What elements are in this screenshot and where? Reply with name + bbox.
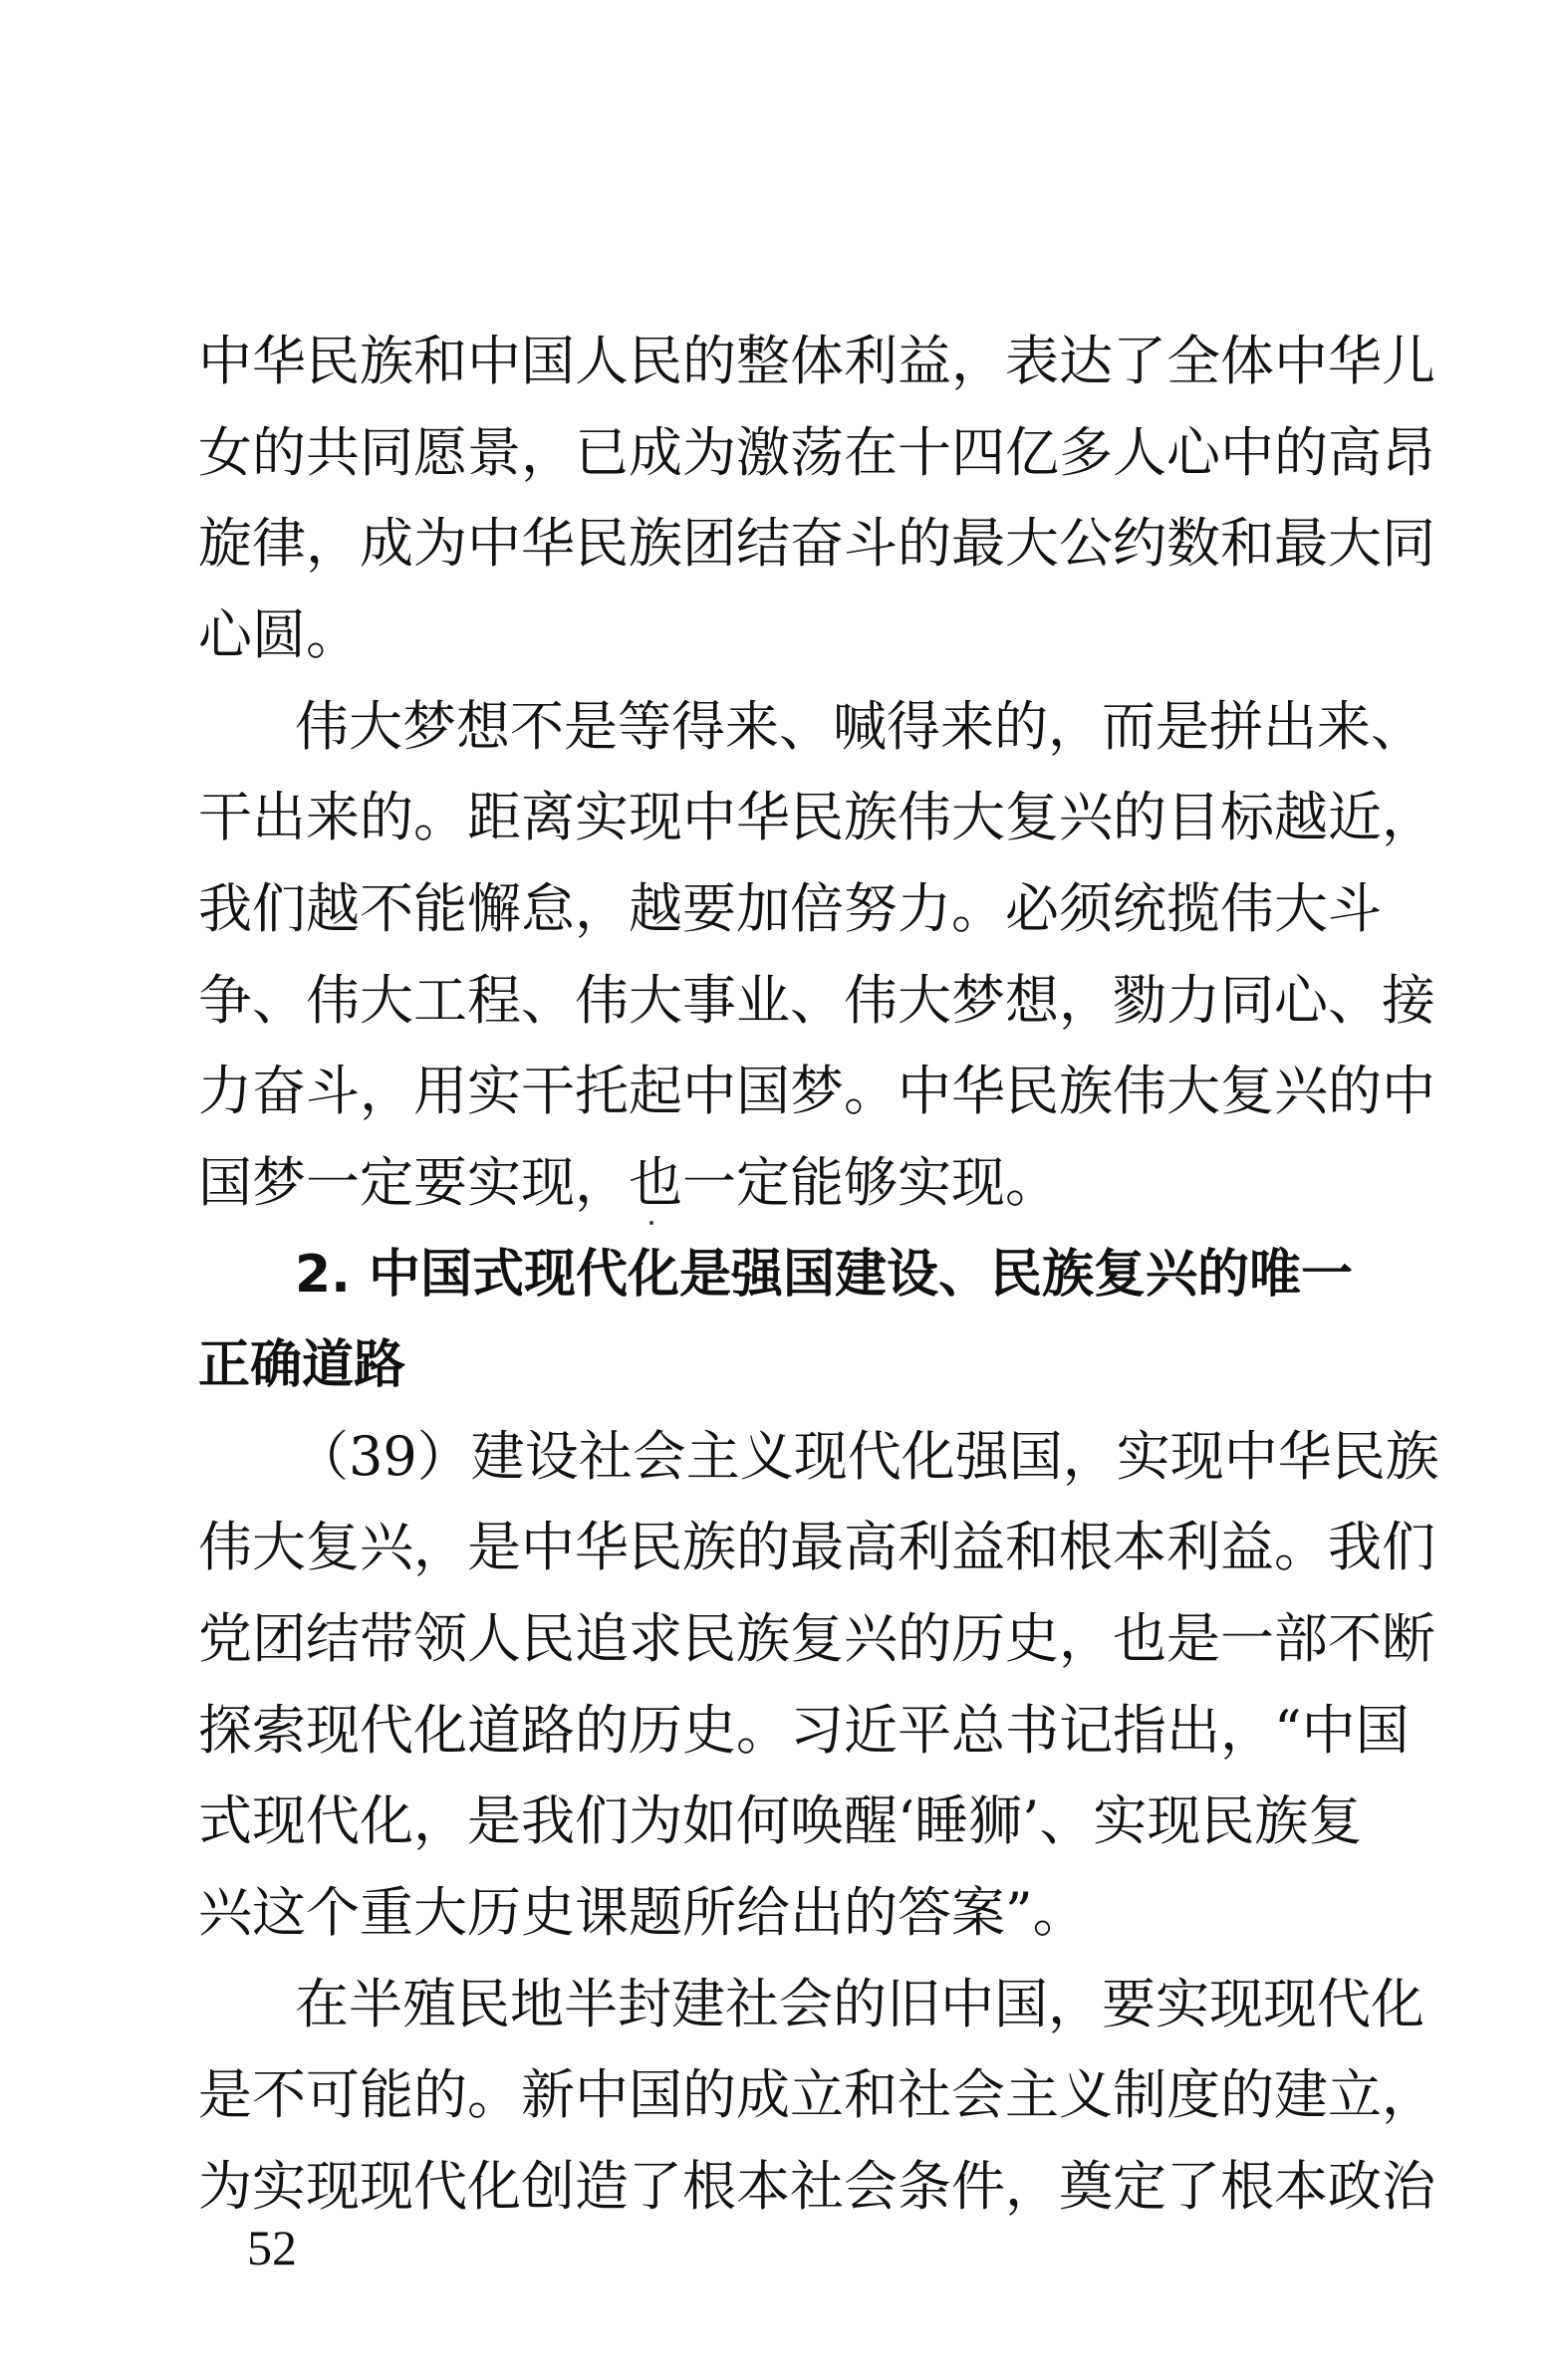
paragraph-2-line-5: 力奋斗，用实干托起中国梦。中华民族伟大复兴的中 — [198, 1060, 1435, 1122]
paragraph-3-line-4: 探索现代化道路的历史。习近平总书记指出，“中国 — [198, 1699, 1410, 1762]
paragraph-3-line-5: 式现代化，是我们为如何唤醒‘睡狮’、实现民族复 — [198, 1789, 1363, 1852]
paragraph-4-line-1: 在半殖民地半封建社会的旧中国，要实现现代化 — [295, 1973, 1424, 2035]
paragraph-2-line-6: 国梦一定要实现，也一定能够实现。 — [198, 1151, 1059, 1214]
paragraph-1-line-2: 女的共同愿景，已成为激荡在十四亿多人心中的高昂 — [198, 421, 1435, 484]
paragraph-2-line-2: 干出来的。距离实现中华民族伟大复兴的目标越近， — [198, 786, 1435, 848]
paragraph-4-line-3: 为实现现代化创造了根本社会条件，奠定了根本政治 — [198, 2155, 1435, 2218]
section-heading-line-2: 正确道路 — [198, 1335, 406, 1395]
paragraph-4-line-2: 是不可能的。新中国的成立和社会主义制度的建立， — [198, 2063, 1435, 2126]
paragraph-1-line-1: 中华民族和中国人民的整体利益，表达了全体中华儿 — [198, 330, 1435, 392]
paragraph-3-line-3: 党团结带领人民追求民族复兴的历史，也是一部不断 — [198, 1607, 1435, 1670]
paragraph-2-line-3: 我们越不能懈怠，越要加倍努力。必须统揽伟大斗 — [198, 877, 1382, 940]
stray-dot — [649, 1221, 653, 1225]
paragraph-3-line-2: 伟大复兴，是中华民族的最高利益和根本利益。我们 — [198, 1516, 1435, 1578]
paragraph-1-line-3: 旋律，成为中华民族团结奋斗的最大公约数和最大同 — [198, 512, 1435, 575]
paragraph-3-line-6: 兴这个重大历史课题所给出的答案”。 — [198, 1881, 1087, 1944]
paragraph-2-line-1: 伟大梦想不是等得来、喊得来的，而是拼出来、 — [295, 695, 1424, 758]
paragraph-2-line-4: 争、伟大工程、伟大事业、伟大梦想，勠力同心、接 — [198, 969, 1435, 1032]
paragraph-1-line-4: 心圆。 — [198, 603, 360, 666]
page-number: 52 — [247, 2220, 297, 2275]
section-heading-line-1: 2. 中国式现代化是强国建设、民族复兴的唯一 — [295, 1245, 1354, 1305]
paragraph-3-line-1: （39）建设社会主义现代化强国，实现中华民族 — [295, 1425, 1439, 1488]
